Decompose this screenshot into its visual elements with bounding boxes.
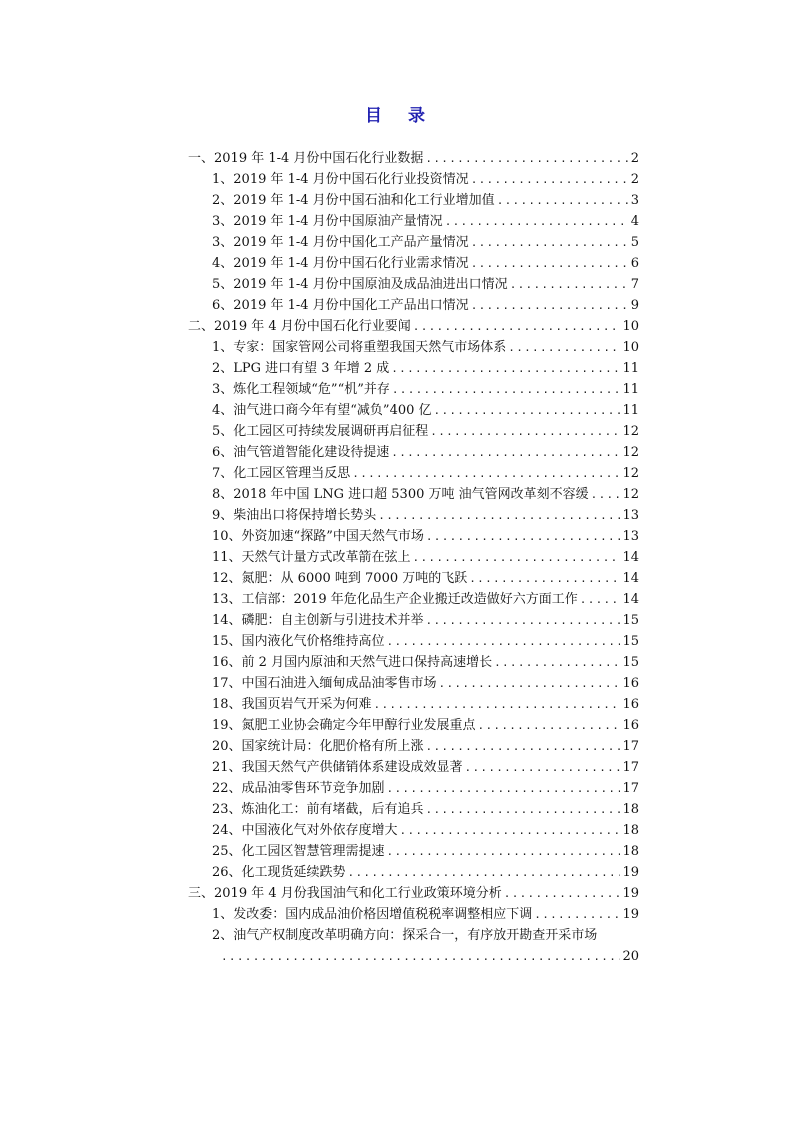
- toc-entry-label: 23、炼油化工：前有堵截，后有追兵: [212, 802, 424, 817]
- toc-entry[interactable]: [212, 444, 639, 462]
- toc-entry-page: 20: [622, 949, 639, 964]
- toc-entry-label: 20、国家统计局：化肥价格有所上涨: [212, 739, 424, 754]
- toc-entry-page: 17: [622, 781, 639, 796]
- toc-entry[interactable]: [212, 591, 639, 609]
- toc-entry-label: 3、炼化工程领域“危”“机”并存: [212, 382, 390, 397]
- toc-entry[interactable]: [188, 318, 639, 336]
- toc-entry-continuation[interactable]: [219, 948, 639, 966]
- toc-entry-page: 2: [630, 172, 639, 187]
- toc-entry[interactable]: [212, 801, 639, 819]
- toc-leader: [494, 654, 620, 672]
- toc-entry-page: 14: [622, 571, 639, 586]
- toc-entry[interactable]: [212, 192, 639, 210]
- toc-leader: [439, 675, 621, 693]
- toc-entry-page: 12: [622, 445, 639, 460]
- toc-entry[interactable]: [212, 654, 639, 672]
- toc-leader: [510, 276, 629, 294]
- toc-entry-page: 3: [630, 193, 639, 208]
- toc-leader: [478, 717, 621, 735]
- toc-entry-label: 10、外资加速“探路”中国天然气市场: [212, 529, 424, 544]
- toc-entry-page: 16: [622, 697, 639, 712]
- toc-entry[interactable]: [212, 297, 639, 315]
- toc-entry-label: 9、柴油出口将保持增长势头: [212, 508, 377, 523]
- toc-leader: [580, 591, 621, 609]
- toc-entry-label: 26、化工现货延续跌势: [212, 865, 346, 880]
- toc-entry[interactable]: [212, 339, 639, 357]
- toc-entry-label: 二、2019 年 4 月份中国石化行业要闻: [188, 319, 411, 334]
- toc-leader: [445, 213, 629, 231]
- toc-title: 目 录: [365, 106, 435, 126]
- toc-leader: [504, 885, 621, 903]
- toc-entry-label: 16、前 2 月国内原油和天然气进口保持高速增长: [212, 655, 493, 670]
- toc-entry-label: 1、发改委：国内成品油价格因增值税税率调整相应下调: [212, 907, 533, 922]
- toc-entry[interactable]: [212, 780, 639, 798]
- toc-leader: [221, 948, 620, 966]
- toc-entry-page: 14: [622, 592, 639, 607]
- toc-leader: [469, 570, 620, 588]
- toc-entry[interactable]: [212, 486, 639, 504]
- toc-leader: [426, 738, 621, 756]
- toc-entry-page: 17: [622, 739, 639, 754]
- toc-entry-page: 12: [622, 424, 639, 439]
- toc-entry[interactable]: [212, 549, 639, 567]
- toc-leader: [387, 633, 621, 651]
- toc-entry[interactable]: [188, 885, 639, 903]
- toc-entry-label: 13、工信部：2019 年危化品生产企业搬迁改造做好六方面工作: [212, 592, 578, 607]
- toc-entry[interactable]: [188, 150, 639, 168]
- toc-leader: [471, 255, 629, 273]
- toc-leader: [425, 150, 628, 168]
- toc-entry-page: 12: [622, 487, 639, 502]
- toc-entry-page: 15: [622, 613, 639, 628]
- toc-entry[interactable]: [212, 360, 639, 378]
- toc-leader: [413, 318, 621, 336]
- toc-entry-label: 18、我国页岩气开采为何难: [212, 697, 372, 712]
- toc-leader: [392, 381, 621, 399]
- toc-entry[interactable]: [212, 822, 639, 840]
- toc-entry-page: 14: [622, 550, 639, 565]
- toc-entry[interactable]: [212, 717, 639, 735]
- toc-entry-label: 24、中国液化气对外依存度增大: [212, 823, 398, 838]
- toc-entry-label: 5、2019 年 1-4 月份中国原油及成品油进出口情况: [212, 277, 508, 292]
- toc-leader: [426, 612, 621, 630]
- toc-leader: [413, 549, 621, 567]
- toc-entry-label: 1、专家：国家管网公司将重塑我国天然气市场体系: [212, 340, 507, 355]
- toc-entry-page: 19: [622, 886, 639, 901]
- toc-entry-page: 11: [622, 403, 639, 418]
- toc-leader: [471, 234, 629, 252]
- toc-entry-page: 18: [622, 802, 639, 817]
- toc-entry-page: 2: [630, 151, 639, 166]
- toc-entry-label: 3、2019 年 1-4 月份中国原油产量情况: [212, 214, 443, 229]
- toc-entry-page: 4: [630, 214, 639, 229]
- toc-entry[interactable]: [212, 528, 639, 546]
- toc-entry[interactable]: [212, 171, 639, 189]
- toc-entry[interactable]: [212, 570, 639, 588]
- toc-entry-page: 15: [622, 655, 639, 670]
- toc-leader: [508, 339, 620, 357]
- toc-entry-label: 8、2018 年中国 LNG 进口超 5300 万吨 油气管网改革刻不容缓: [212, 487, 589, 502]
- toc-leader: [465, 759, 621, 777]
- toc-leader: [352, 465, 620, 483]
- toc-entry-label: 25、化工园区智慧管理需提速: [212, 844, 385, 859]
- toc-leader: [391, 444, 620, 462]
- toc-entry-label: 3、2019 年 1-4 月份中国化工产品产量情况: [212, 235, 469, 250]
- toc-entry-label: 12、氮肥：从 6000 吨到 7000 万吨的飞跃: [212, 571, 468, 586]
- toc-entry[interactable]: [212, 381, 639, 399]
- toc-leader: [387, 843, 621, 861]
- toc-entry-label: 4、2019 年 1-4 月份中国石化行业需求情况: [212, 256, 469, 271]
- toc-entry-label: 2、油气产权制度改革明确方向：探采合一，有序放开勘查开采市场: [212, 928, 598, 943]
- toc-entry-label: 6、油气管道智能化建设待提速: [212, 445, 390, 460]
- toc-leader: [400, 822, 621, 840]
- toc-entry[interactable]: [212, 402, 639, 420]
- toc-entry-page: 12: [622, 466, 639, 481]
- toc-entry-page: 13: [622, 508, 639, 523]
- toc-leader: [430, 423, 620, 441]
- toc-entry[interactable]: [212, 864, 639, 882]
- toc-entry[interactable]: [212, 906, 639, 924]
- toc-leader: [378, 507, 620, 525]
- toc-entry[interactable]: [212, 843, 639, 861]
- toc-leader: [471, 297, 629, 315]
- toc-entry-label: 7、化工园区管理当反思: [212, 466, 351, 481]
- toc-entry[interactable]: [212, 633, 639, 651]
- toc-entry[interactable]: [212, 927, 639, 945]
- toc-entry[interactable]: [212, 696, 639, 714]
- toc-entry-page: 5: [630, 235, 639, 250]
- toc-entry-label: 5、化工园区可持续发展调研再启征程: [212, 424, 429, 439]
- toc-entry-label: 17、中国石油进入缅甸成品油零售市场: [212, 676, 437, 691]
- toc-leader: [426, 801, 621, 819]
- toc-entry[interactable]: [212, 255, 639, 273]
- toc-entry-page: 6: [630, 256, 639, 271]
- toc-entry-label: 4、油气进口商今年有望“减负”400 亿: [212, 403, 432, 418]
- toc-entry-label: 6、2019 年 1-4 月份中国化工产品出口情况: [212, 298, 469, 313]
- toc-entry[interactable]: [212, 612, 639, 630]
- toc-entry-label: 21、我国天然气产供储销体系建设成效显著: [212, 760, 463, 775]
- toc-entry-page: 11: [622, 382, 639, 397]
- toc-entry-label: 19、氮肥工业协会确定今年甲醇行业发展重点: [212, 718, 476, 733]
- toc-entry-label: 22、成品油零售环节竞争加剧: [212, 781, 385, 796]
- toc-leader: [374, 696, 621, 714]
- toc-entry[interactable]: [212, 213, 639, 231]
- toc-entry-page: 13: [622, 529, 639, 544]
- toc-entry-label: 2、LPG 进口有望 3 年增 2 成: [212, 361, 390, 376]
- toc-entry-page: 18: [622, 823, 639, 838]
- toc-entry-label: 11、天然气计量方式改革箭在弦上: [212, 550, 411, 565]
- toc-entry-page: 17: [622, 760, 639, 775]
- toc-leader: [348, 864, 621, 882]
- toc-entry-page: 10: [622, 319, 639, 334]
- toc-entry[interactable]: [212, 738, 639, 756]
- toc-entry-page: 16: [622, 676, 639, 691]
- toc-leader: [426, 528, 621, 546]
- toc-entry-label: 15、国内液化气价格维持高位: [212, 634, 385, 649]
- toc-entry[interactable]: [212, 759, 639, 777]
- toc-entry-page: 19: [622, 865, 639, 880]
- toc-entry-page: 18: [622, 844, 639, 859]
- toc-entry[interactable]: [212, 276, 639, 294]
- toc-entry-page: 10: [622, 340, 639, 355]
- toc-entry-page: 7: [630, 277, 639, 292]
- toc-entry-page: 11: [622, 361, 639, 376]
- toc-leader: [471, 171, 629, 189]
- toc-leader: [497, 192, 629, 210]
- toc-entry-label: 1、2019 年 1-4 月份中国石化行业投资情况: [212, 172, 469, 187]
- toc-entry[interactable]: [212, 465, 639, 483]
- toc-leader: [387, 780, 621, 798]
- toc-leader: [434, 402, 621, 420]
- toc-entry[interactable]: [212, 675, 639, 693]
- toc-entry-label: 2、2019 年 1-4 月份中国石油和化工行业增加值: [212, 193, 495, 208]
- toc-entry-page: 15: [622, 634, 639, 649]
- toc-entry-label: 一、2019 年 1-4 月份中国石化行业数据: [188, 151, 424, 166]
- toc-entry-label: 14、磷肥：自主创新与引进技术并举: [212, 613, 424, 628]
- toc-entry[interactable]: [212, 234, 639, 252]
- toc-leader: [534, 906, 620, 924]
- toc-entry-page: 9: [630, 298, 639, 313]
- toc-entry-label: 三、2019 年 4 月份我国油气和化工行业政策环境分析: [188, 886, 502, 901]
- toc-entry[interactable]: [212, 423, 639, 441]
- toc-leader: [591, 486, 621, 504]
- toc-entry-page: 16: [622, 718, 639, 733]
- toc-entry-page: 19: [622, 907, 639, 922]
- toc-leader: [391, 360, 620, 378]
- toc-entry[interactable]: [212, 507, 639, 525]
